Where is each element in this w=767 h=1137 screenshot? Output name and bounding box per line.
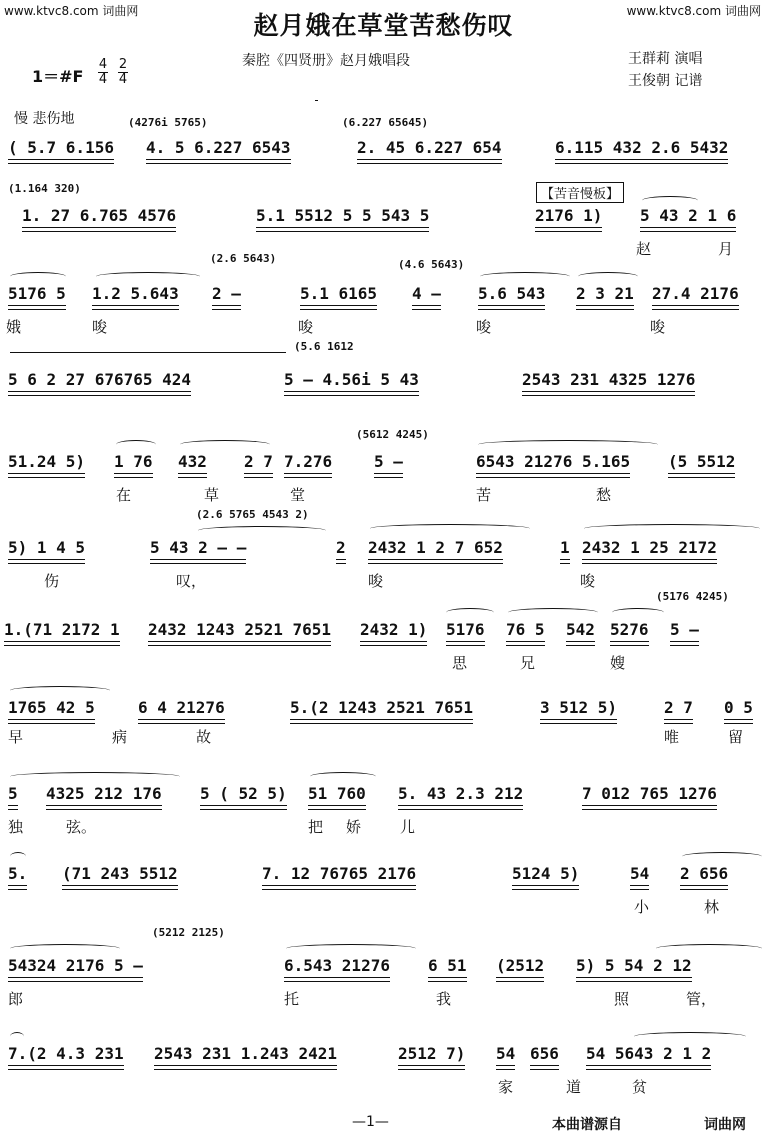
slur-arc [642,196,698,205]
slur-arc [682,852,762,861]
lyric: 照 [614,990,630,1008]
lyric: 把 [308,818,324,836]
slur-arc [584,524,760,533]
lyric: 唆 [368,572,384,590]
meter-denominator: 4 [98,72,108,87]
slur-arc [180,440,270,449]
lyric: 我 [436,990,452,1008]
lyric: 唆 [298,318,314,336]
annotation: (4276i 5765) [128,116,208,129]
slur-arc [10,944,120,953]
lyric: 在 [116,486,132,504]
notation-measure: 5176 [446,620,485,646]
annotation: (4.6 5643) [398,258,465,271]
notation-measure: 2 [336,538,346,564]
lyric: 管， [686,990,717,1008]
notation-measure: 2. 45 6.227 654 [357,138,502,164]
notation-measure: 2432 1) [360,620,427,646]
meter-numerator: 2 [118,57,128,72]
slur-arc [310,772,376,781]
notation-measure: 5) 5 54 2 12 [576,956,692,982]
lyric: 独 [8,818,24,836]
lyric: 小 [634,898,650,916]
notation-measure: 4. 5 6.227 6543 [146,138,291,164]
notation-measure: 5 [8,784,18,810]
annotation: (5.6 1612 [294,340,354,353]
notation-measure: 54 5643 2 1 2 [586,1044,711,1070]
notation-measure: 54 [496,1044,515,1070]
notation-measure: 54324 2176 5 — [8,956,143,982]
notation-measure: 4325 212 176 [46,784,162,810]
notation-measure: 5 6 2 27 676765 424 [8,370,191,396]
lyric: 早 [8,728,24,746]
notation-measure: 6 4 21276 [138,698,225,724]
slur-arc [446,608,494,617]
notation-measure: 5. 43 2.3 212 [398,784,523,810]
notation-measure: 7.(2 4.3 231 [8,1044,124,1070]
notation-measure: 76 5 [506,620,545,646]
notation-measure: 2512 7) [398,1044,465,1070]
lyric: 留 [728,728,744,746]
slur-arc [370,524,530,533]
notation-measure: 2 7 [244,452,273,478]
notation-measure: 5276 [610,620,649,646]
source-label: 本曲谱源自 [552,1117,622,1133]
notation-measure: 1.2 5.643 [92,284,179,310]
slur-arc [10,852,26,861]
notation-measure: 5) 1 4 5 [8,538,85,564]
notation-measure: 7. 12 76765 2176 [262,864,416,890]
notation-measure: ( 5.7 6.156 [8,138,114,164]
notation-measure: 656 [530,1044,559,1070]
site-watermark-right: www.ktvc8.com 词曲网 [626,4,761,18]
lyric: 郎 [8,990,24,1008]
lyric: 贫 [632,1078,648,1096]
notation-measure: 1.(71 2172 1 [4,620,120,646]
notation-measure: 6 51 [428,956,467,982]
slur-arc [10,772,180,781]
lyric: 兄 [520,654,536,672]
notation-measure: 1 [560,538,570,564]
annotation: (2.6 5643) [210,252,277,265]
notation-measure: 1765 42 5 [8,698,95,724]
meter-2-4 [118,58,128,87]
lyric: 叹， [176,572,207,590]
lyric: 唆 [476,318,492,336]
notation-measure: 2432 1 2 7 652 [368,538,503,564]
lyric: 堂 [290,486,306,504]
lyric: 娥 [6,318,22,336]
slur-arc [116,440,156,449]
mode-frame-label: 【苦音慢板】 [536,182,624,203]
notation-measure: 6543 21276 5.165 [476,452,630,478]
slur-arc [480,272,570,281]
lyric: 道 [566,1078,582,1096]
slur-arc [96,272,200,281]
notation-measure: 1 76 [114,452,153,478]
slur-arc [508,608,598,617]
notation-credit: 王俊朝 记谱 [628,73,703,89]
lyric: 故 [196,728,212,746]
notation-measure: 2432 1 25 2172 [582,538,717,564]
lyric: 月 [718,240,734,258]
key-signature: 1＝#F [32,67,84,86]
slur-arc [478,440,658,449]
notation-measure: 7 012 765 1276 [582,784,717,810]
subtitle: 秦腔《四贤册》赵月娥唱段 [242,53,410,69]
notation-measure: 2 7 [664,698,693,724]
lyric: 弦。 [66,818,97,836]
notation-measure: 51.24 5) [8,452,85,478]
tempo-marking: 慢 悲伤地 [14,111,75,127]
annotation: (6.227 65645) [342,116,429,129]
lyric: 唆 [92,318,108,336]
notation-measure: 542 [566,620,595,646]
notation-measure: 5.1 6165 [300,284,377,310]
notation-measure: 5124 5) [512,864,579,890]
notation-measure: (5 5512 [668,452,735,478]
notation-measure: 5 43 2 — — [150,538,246,564]
dot-mark [315,100,318,101]
lyric: 儿 [400,818,416,836]
notation-measure: 6.115 432 2.6 5432 [555,138,728,164]
notation-measure: 2176 1) [535,206,602,232]
slur-arc [634,1032,746,1041]
lyric: 伤 [44,572,60,590]
notation-measure: 3 512 5) [540,698,617,724]
notation-measure: 5.(2 1243 2521 7651 [290,698,473,724]
notation-measure: 0 5 [724,698,753,724]
notation-measure: 54 [630,864,649,890]
slur-arc [578,272,638,281]
notation-measure: 5.6 543 [478,284,545,310]
notation-measure: 5 — 4.56i 5 43 [284,370,419,396]
notation-measure: 5 43 2 1 6 [640,206,736,232]
notation-measure: 2432 1243 2521 7651 [148,620,331,646]
notation-measure: 5 — [374,452,403,478]
lyric: 嫂 [610,654,626,672]
notation-measure: 2 — [212,284,241,310]
lyric: 草 [204,486,220,504]
notation-measure: 2 3 21 [576,284,634,310]
slur-arc [10,1032,24,1041]
lyric: 唆 [650,318,666,336]
notation-measure: 2543 231 4325 1276 [522,370,695,396]
meter-denominator: 4 [118,72,128,87]
page-title: 赵月娥在草堂苦愁伤叹 [253,11,514,40]
notation-measure: 5176 5 [8,284,66,310]
lyric: 家 [498,1078,514,1096]
lyric: 苦 [476,486,492,504]
slur-arc [286,944,416,953]
lyric: 赵 [636,240,652,258]
site-watermark-left: www.ktvc8.com 词曲网 [4,4,139,18]
meter-4-4 [98,58,108,87]
slur-arc [198,526,326,535]
source-site: 词曲网 [704,1117,746,1133]
notation-measure: 5 ( 52 5) [200,784,287,810]
notation-measure: 5.1 5512 5 5 543 5 [256,206,429,232]
annotation: (5176 4245) [656,590,729,603]
notation-measure: 4 — [412,284,441,310]
lyric: 娇 [346,818,362,836]
notation-measure: (2512 [496,956,544,982]
slur-arc [10,272,66,281]
slur-arc [10,686,110,695]
notation-measure: 27.4 2176 [652,284,739,310]
lyric: 唆 [580,572,596,590]
notation-measure: 5. [8,864,27,890]
notation-measure: 6.543 21276 [284,956,390,982]
lyric: 愁 [596,486,612,504]
notation-measure: 51 760 [308,784,366,810]
notation-measure: 7.276 [284,452,332,478]
singer-credit: 王群莉 演唱 [628,51,703,67]
notation-measure: 5 — [670,620,699,646]
lyric: 托 [284,990,300,1008]
lyric: 病 [112,728,128,746]
lyric: 思 [452,654,468,672]
notation-measure: 2 656 [680,864,728,890]
meter-numerator: 4 [98,57,108,72]
annotation: (5212 2125) [152,926,225,939]
lyric: 林 [704,898,720,916]
notation-measure: 432 [178,452,207,478]
long-slur [10,352,286,353]
notation-measure: (71 243 5512 [62,864,178,890]
notation-measure: 1. 27 6.765 4576 [22,206,176,232]
slur-arc [656,944,762,953]
annotation: (1.164 320) [8,182,81,195]
notation-measure: 2543 231 1.243 2421 [154,1044,337,1070]
lyric: 唯 [664,728,680,746]
annotation: (2.6 5765 4543 2) [196,508,309,521]
slur-arc [612,608,664,617]
annotation: (5612 4245) [356,428,429,441]
page-number: —1— [352,1114,389,1130]
